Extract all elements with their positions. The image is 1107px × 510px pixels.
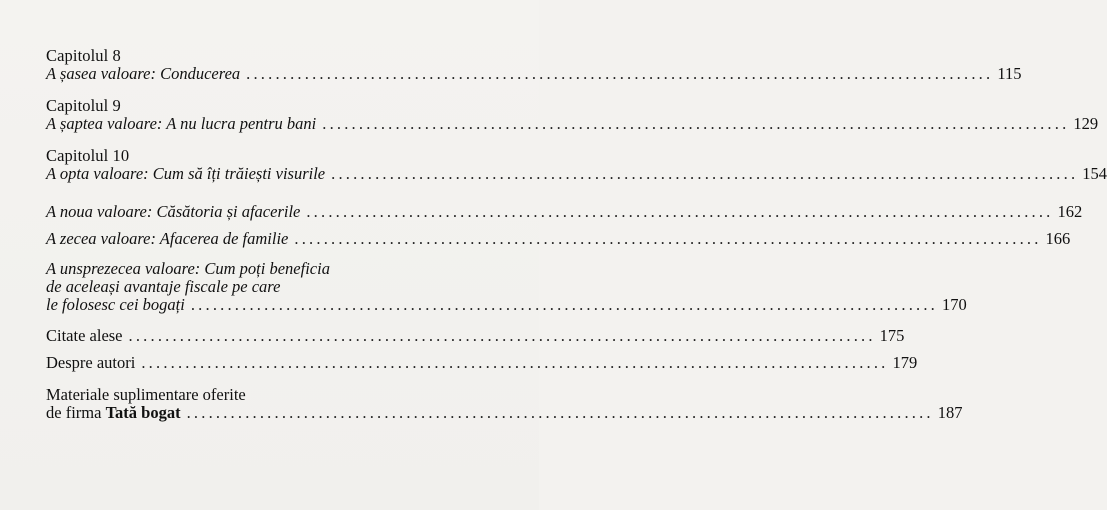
dot-leader: ...................................................................................................... [128,326,876,345]
toc-row [46,353,918,372]
entry-title: A noua valoare: Căsătoria și afacerile [46,202,301,221]
toc-row [46,403,963,422]
dot-leader: ...................................................................................................... [246,64,994,83]
toc-row [46,114,1099,133]
dot-leader: ...................................................................................................... [306,202,1054,221]
page-number: 162 [1057,202,1083,221]
chapter-label: Capitolul 8 [46,46,121,65]
dot-leader: ...................................................................................................... [294,229,1042,248]
entry-title: A șasea valoare: Conducerea [46,64,241,83]
brand-name: Tată bogat [105,403,181,422]
toc-row [46,326,905,345]
toc-row [46,295,967,314]
entry-title-prefix: de firma [46,403,106,422]
dot-leader: ...................................................................................................... [141,353,889,372]
entry-title-line: de aceleași avantaje fiscale pe care [46,277,281,296]
toc-entry-quotes [46,326,905,345]
toc-row [46,64,1022,83]
entry-title: le folosesc cei bogați [46,295,185,314]
page-number: 115 [997,64,1022,83]
toc-entry-extra-materials [46,385,963,422]
entry-title: Citate alese [46,326,123,345]
toc-entry-value-9 [46,202,1083,221]
toc-entry-about-authors [46,353,918,372]
dot-leader: ...................................................................................................... [331,164,1079,183]
page-number: 179 [892,353,918,372]
chapter-label: Capitolul 10 [46,146,130,165]
page-number: 175 [879,326,905,345]
page-number: 170 [942,295,967,314]
toc-entry-value-10 [46,229,1071,248]
dot-leader: ...................................................................................................... [186,403,934,422]
toc-row [46,202,1083,221]
entry-title [46,404,187,422]
entry-title-line: A unsprezecea valoare: Cum poți beneficia [46,259,330,278]
toc-row [46,164,1107,183]
chapter-label: Capitolul 9 [46,96,121,115]
page-number: 129 [1073,114,1099,133]
toc-entry-chapter-9 [46,96,1099,133]
toc-entry-chapter-10 [46,146,1107,183]
toc-entry-chapter-8 [46,46,1022,83]
entry-title: Despre autori [46,353,136,372]
page-number: 166 [1045,229,1071,248]
entry-title: A opta valoare: Cum să îți trăiești visurile [46,164,326,183]
entry-title: A zecea valoare: Afacerea de familie [46,229,289,248]
entry-title: A șaptea valoare: A nu lucra pentru bani [46,114,317,133]
page-number: 154 [1082,164,1107,183]
toc-row [46,229,1071,248]
entry-title-line: Materiale suplimentare oferite [46,385,246,404]
dot-leader: ...................................................................................................... [190,295,938,314]
dot-leader: ...................................................................................................... [322,114,1070,133]
page-number: 187 [937,403,963,422]
toc-entry-value-11 [46,259,967,314]
